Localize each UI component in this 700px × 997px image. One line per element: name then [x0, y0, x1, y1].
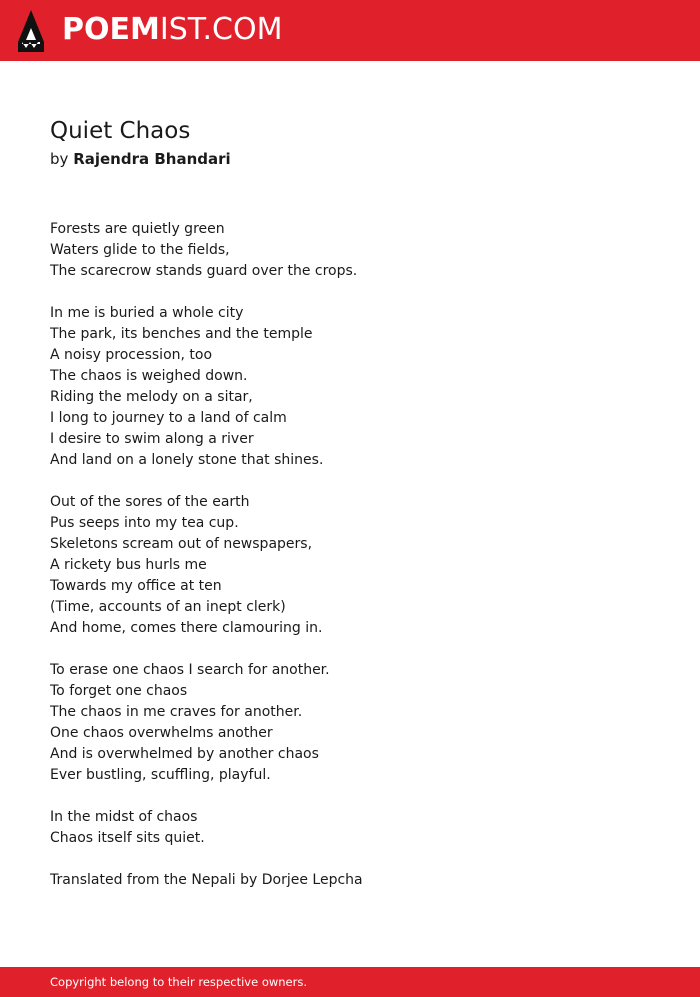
poem-body	[50, 219, 670, 891]
poem-line: And is overwhelmed by another chaos	[50, 746, 319, 762]
poem-line: The park, its benches and the temple	[50, 326, 313, 342]
poem-line: Towards my office at ten	[50, 578, 222, 594]
poem-line: (Time, accounts of an inept clerk)	[50, 599, 286, 615]
stanza	[50, 807, 670, 849]
poem-line: In me is buried a whole city	[50, 305, 244, 321]
stanza	[50, 492, 670, 639]
poem-line: Chaos itself sits quiet.	[50, 830, 205, 846]
poem-line: Skeletons scream out of newspapers,	[50, 536, 313, 552]
copyright-notice: Copyright belong to their respective owners.	[50, 975, 308, 989]
poem-line: Forests are quietly green	[50, 221, 225, 237]
poem-line: To erase one chaos I search for another.	[50, 662, 330, 678]
stanza	[50, 219, 670, 282]
poem-line: To forget one chaos	[50, 683, 188, 699]
pencil-tip-icon	[18, 10, 44, 52]
poem-line: Ever bustling, scuffling, playful.	[50, 767, 271, 783]
poem-line: One chaos overwhelms another	[50, 725, 273, 741]
stanza	[50, 660, 670, 786]
poem-line: I desire to swim along a river	[50, 431, 254, 447]
byline	[50, 148, 231, 170]
poem-line: A rickety bus hurls me	[50, 557, 207, 573]
poem-line: Pus seeps into my tea cup.	[50, 515, 239, 531]
poem-line: I long to journey to a land of calm	[50, 410, 287, 426]
by-label: by	[50, 150, 69, 168]
stanza	[50, 303, 670, 471]
poem-line: And home, comes there clamouring in.	[50, 620, 323, 636]
poem-line: The chaos is weighed down.	[50, 368, 248, 384]
poem-line: And land on a lonely stone that shines.	[50, 452, 324, 468]
poem-line: In the midst of chaos	[50, 809, 198, 825]
poem-line: Out of the sores of the earth	[50, 494, 250, 510]
poem-line: Riding the melody on a sitar,	[50, 389, 253, 405]
poem-line: Waters glide to the fields,	[50, 242, 230, 258]
site-footer	[0, 967, 700, 997]
translation-note: Translated from the Nepali by Dorjee Lepcha	[50, 872, 363, 888]
author-name: Rajendra Bhandari	[73, 150, 231, 168]
poem-line: A noisy procession, too	[50, 347, 213, 363]
poem-line: The scarecrow stands guard over the crops.	[50, 263, 358, 279]
site-logo[interactable]	[62, 12, 282, 48]
poem-title: Quiet Chaos	[50, 118, 191, 144]
poem-line: The chaos in me craves for another.	[50, 704, 303, 720]
logo-text-light: IST.COM	[159, 12, 283, 47]
site-header	[0, 0, 700, 61]
logo-text-bold: POEM	[62, 12, 160, 47]
